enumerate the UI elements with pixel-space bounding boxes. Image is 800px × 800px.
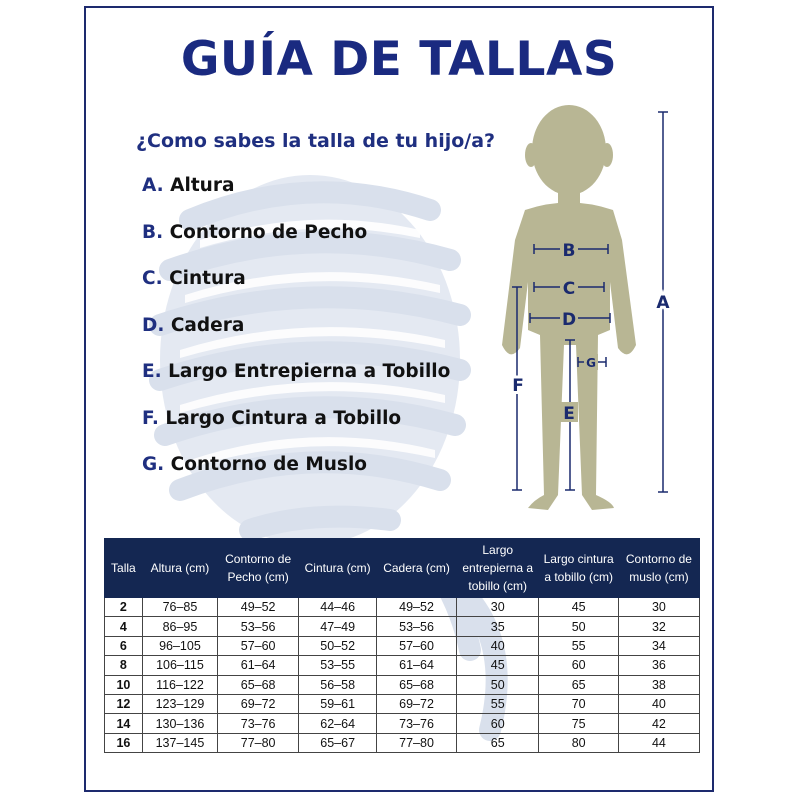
table-cell: 50: [456, 675, 539, 694]
table-cell: 32: [618, 617, 699, 636]
table-cell: 77–80: [218, 733, 299, 752]
table-cell: 65–68: [218, 675, 299, 694]
table-cell: 57–60: [218, 636, 299, 655]
measurement-label: Contorno de Muslo: [170, 454, 367, 475]
table-row: [105, 714, 700, 733]
table-cell: 57–60: [377, 636, 457, 655]
measurement-letter: D.: [142, 314, 165, 336]
label-g: G: [586, 356, 596, 370]
table-row: [105, 733, 700, 752]
table-cell: 73–76: [377, 714, 457, 733]
measurement-letter: A.: [142, 175, 164, 196]
table-cell: 123–129: [142, 694, 217, 713]
measurement-label: Contorno de Pecho: [169, 221, 368, 243]
table-cell: 44–46: [299, 598, 377, 617]
table-row: [105, 675, 700, 694]
measurement-letter: E.: [142, 361, 162, 382]
table-cell: 34: [618, 636, 699, 655]
page-title: GUÍA DE TALLAS: [180, 32, 618, 87]
table-cell: 47–49: [299, 617, 377, 636]
column-header: Talla: [105, 539, 143, 598]
label-a: A: [656, 293, 670, 313]
measurement-item-b: [142, 222, 450, 269]
measurement-letter: C.: [142, 268, 163, 289]
table-cell: 96–105: [142, 636, 217, 655]
table-row: [105, 656, 700, 675]
table-row: [105, 694, 700, 713]
measurement-label: Altura: [170, 175, 235, 196]
table-cell: 77–80: [377, 733, 457, 752]
table-cell: 69–72: [218, 694, 299, 713]
size-cell: 14: [105, 714, 143, 733]
table-cell: 62–64: [299, 714, 377, 733]
table-cell: 116–122: [142, 675, 217, 694]
column-header: Contorno de muslo (cm): [618, 539, 699, 598]
table-cell: 61–64: [218, 656, 299, 675]
measurement-item-a: [142, 175, 450, 222]
table-cell: 38: [618, 675, 699, 694]
table-body: [105, 598, 700, 753]
question-heading: ¿Como sabes la talla de tu hijo/a?: [136, 130, 496, 152]
size-cell: 12: [105, 694, 143, 713]
table-cell: 30: [618, 598, 699, 617]
table-cell: 65: [539, 675, 618, 694]
column-header: Cadera (cm): [377, 539, 457, 598]
table-cell: 137–145: [142, 733, 217, 752]
size-cell: 4: [105, 617, 143, 636]
measurement-label: Largo Entrepierna a Tobillo: [168, 361, 451, 382]
column-header: Contorno de Pecho (cm): [218, 539, 299, 598]
table-cell: 75: [539, 714, 618, 733]
measurement-item-f: [142, 408, 450, 455]
table-cell: 49–52: [377, 598, 457, 617]
table-cell: 65–67: [299, 733, 377, 752]
table-cell: 59–61: [299, 694, 377, 713]
table-cell: 76–85: [142, 598, 217, 617]
measurement-item-e: [142, 361, 450, 408]
table-cell: 106–115: [142, 656, 217, 675]
table-cell: 55: [456, 694, 539, 713]
measurement-list: [142, 175, 450, 501]
table-cell: 50–52: [299, 636, 377, 655]
size-cell: 6: [105, 636, 143, 655]
table-cell: 45: [456, 656, 539, 675]
child-figure: [490, 100, 690, 520]
label-c: C: [562, 279, 576, 299]
size-cell: 16: [105, 733, 143, 752]
table-cell: 70: [539, 694, 618, 713]
measurement-item-g: [142, 454, 450, 501]
table-cell: 86–95: [142, 617, 217, 636]
table-cell: 56–58: [299, 675, 377, 694]
column-header: Altura (cm): [142, 539, 217, 598]
table-cell: 69–72: [377, 694, 457, 713]
label-f: F: [512, 376, 524, 396]
measurement-label: Largo Cintura a Tobillo: [165, 407, 402, 429]
table-cell: 40: [456, 636, 539, 655]
size-cell: 8: [105, 656, 143, 675]
table-cell: 60: [539, 656, 618, 675]
measurement-item-d: [142, 315, 450, 362]
table-cell: 55: [539, 636, 618, 655]
table-cell: 65–68: [377, 675, 457, 694]
table-cell: 73–76: [218, 714, 299, 733]
measurement-letter: F.: [142, 407, 159, 429]
table-cell: 30: [456, 598, 539, 617]
size-cell: 10: [105, 675, 143, 694]
size-table: [104, 538, 700, 753]
column-header: Largo entrepierna a tobillo (cm): [456, 539, 539, 598]
table-cell: 50: [539, 617, 618, 636]
measurement-letter: B.: [142, 221, 164, 243]
table-row: [105, 598, 700, 617]
table-row: [105, 617, 700, 636]
measurement-label: Cadera: [170, 314, 245, 336]
table-cell: 42: [618, 714, 699, 733]
measurement-label: Cintura: [169, 268, 246, 289]
size-cell: 2: [105, 598, 143, 617]
table-cell: 35: [456, 617, 539, 636]
table-cell: 44: [618, 733, 699, 752]
table-cell: 65: [456, 733, 539, 752]
column-header: Largo cintura a tobillo (cm): [539, 539, 618, 598]
table-cell: 40: [618, 694, 699, 713]
table-cell: 45: [539, 598, 618, 617]
table-cell: 80: [539, 733, 618, 752]
column-header: Cintura (cm): [299, 539, 377, 598]
label-e: E: [563, 404, 575, 424]
table-row: [105, 636, 700, 655]
label-b: B: [562, 241, 576, 261]
table-cell: 49–52: [218, 598, 299, 617]
table-cell: 53–55: [299, 656, 377, 675]
measurement-letter: G.: [142, 454, 165, 475]
table-cell: 36: [618, 656, 699, 675]
table-cell: 61–64: [377, 656, 457, 675]
table-cell: 53–56: [218, 617, 299, 636]
measurement-item-c: [142, 268, 450, 315]
table-cell: 130–136: [142, 714, 217, 733]
table-cell: 60: [456, 714, 539, 733]
child-silhouette: [502, 105, 636, 510]
table-header-row: [105, 539, 700, 598]
label-d: D: [561, 310, 577, 330]
table-cell: 53–56: [377, 617, 457, 636]
